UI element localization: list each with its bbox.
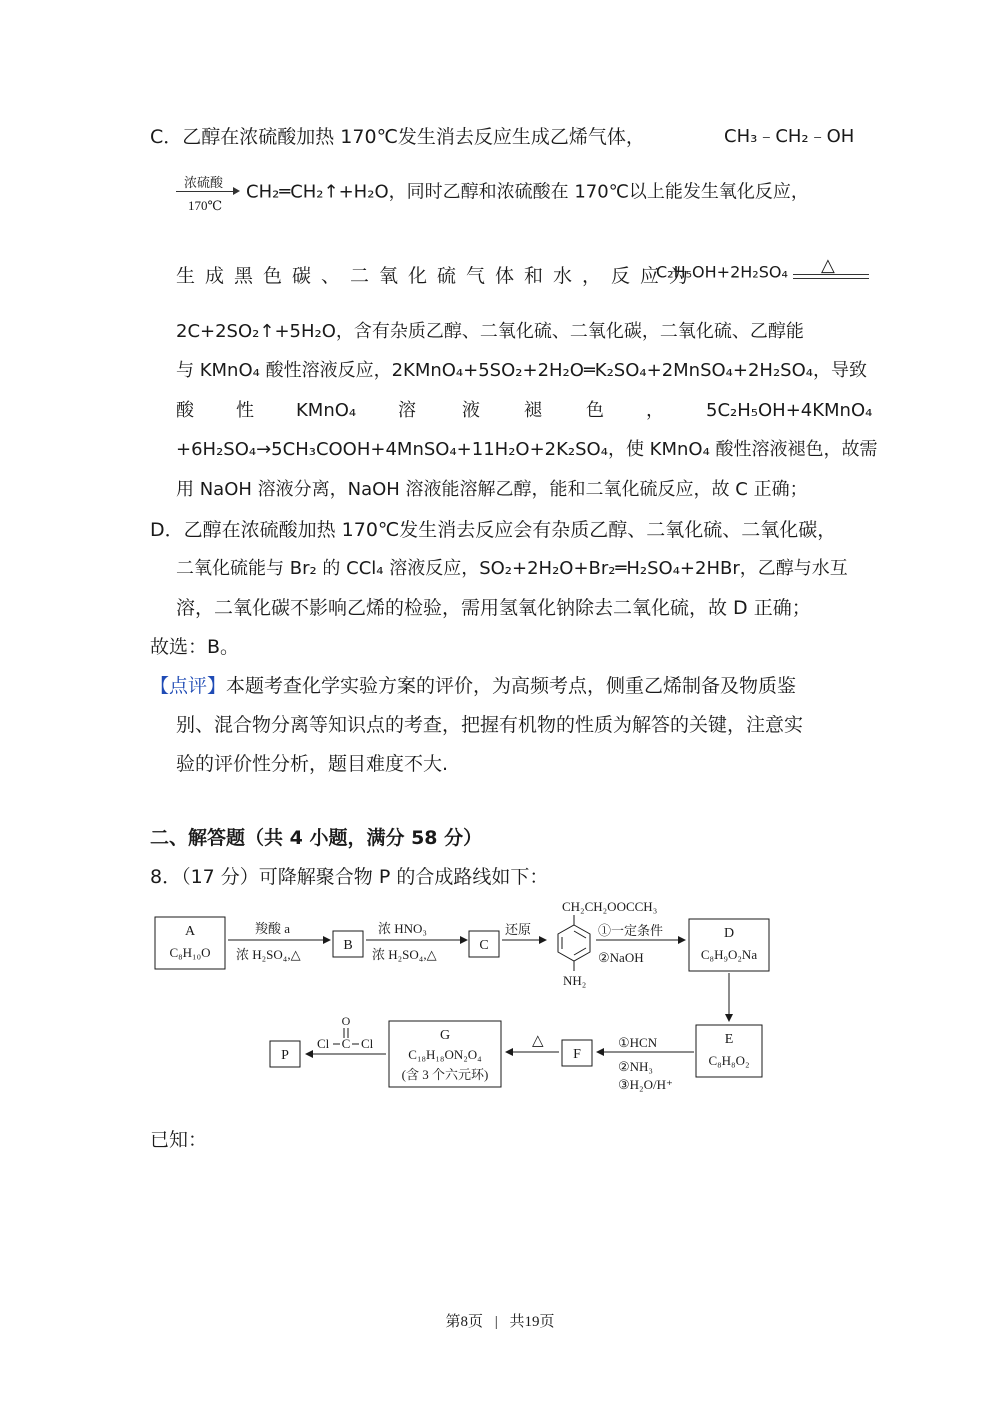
comment-line-3: 验的评价性分析，题目难度不大. xyxy=(176,753,449,775)
synthesis-route-diagram xyxy=(0,895,1000,1095)
box-a-label: A xyxy=(184,924,196,939)
option-c-line-2 xyxy=(176,172,809,216)
phosgene-c: C xyxy=(341,1036,351,1051)
option-c-line-3-eq: C₂H₅OH+2H₂SO₄ △ xyxy=(656,258,869,288)
arrow2-bottom: 浓 H₂SO₄,△ xyxy=(372,947,437,962)
option-c-text: C．乙醇在浓硫酸加热 170℃发生消去反应生成乙烯气体， xyxy=(150,126,645,148)
arrow-condition-top: 浓硫酸 xyxy=(184,176,224,191)
option-c-line-1 xyxy=(150,125,645,149)
comment-line-1: 【点评】本题考查化学实验方案的评价，为高频考点，侧重乙烯制备及物质鉴 xyxy=(150,675,797,697)
comment-tag: 【点评】 xyxy=(150,675,227,697)
comment-line-2: 别、混合物分离等知识点的考查，把握有机物的性质为解答的关键，注意实 xyxy=(176,714,804,736)
option-d-line-2: 二氧化硫能与 Br₂ 的 CCl₄ 溶液反应，SO₂+2H₂O+Br₂═H₂SO₄+2HBr，乙醇与水互 xyxy=(176,558,848,579)
heat-equals-sign xyxy=(793,255,869,288)
ethanol-formula: CH₃﹣CH₂﹣OH xyxy=(724,126,855,147)
box-e-label: E xyxy=(724,1032,734,1047)
box-f-label: F xyxy=(573,1047,581,1062)
option-d-line-3: 溶，二氧化碳不影响乙烯的检验，需用氢氧化钠除去二氧化硫，故 D 正确； xyxy=(176,597,811,619)
footer-total: 共19页 xyxy=(509,1314,555,1330)
arrow1-top: 羧酸 a xyxy=(255,921,291,936)
box-a-formula: C₈H₁₀O xyxy=(169,945,211,960)
option-c-line-4: 2C+2SO₂↑+5H₂O，含有杂质乙醇、二氧化硫、二氧化碳，二氧化硫、乙醇能 xyxy=(176,321,804,342)
arrow4-bottom: ②NaOH xyxy=(598,950,644,965)
answer-line: 故选：B。 xyxy=(150,636,240,658)
option-c-line-7: +6H₂SO₄→5CH₃COOH+4MnSO₄+11H₂O+2K₂SO₄，使 KMnO₄ 酸性溶液褪色，故需 xyxy=(176,439,878,460)
box-g-label: G xyxy=(439,1028,451,1043)
page-footer xyxy=(0,1310,1000,1331)
box-d-label: D xyxy=(723,926,735,941)
arrow-condition-bottom: 170℃ xyxy=(188,198,223,213)
box-g-formula: C₁₈H₁₈ON₂O₄ xyxy=(408,1047,482,1062)
section-heading: 二、解答题（共 4 小题，满分 58 分） xyxy=(150,827,483,849)
option-c-line-3: 生成黑色碳、二氧化硫气体和水，反应为 xyxy=(176,265,699,287)
substituent-top: CH₂CH₂OOCCH₃ xyxy=(562,899,658,914)
arrow4-top: ①一定条件 xyxy=(598,923,664,938)
box-p-label: P xyxy=(281,1048,289,1063)
option-c-text-2: CH₂═CH₂↑+H₂O，同时乙醇和浓硫酸在 170℃以上能发生氧化反应， xyxy=(246,181,809,203)
benzene-ring-structure xyxy=(558,915,590,971)
arrow7-heat: △ xyxy=(532,1033,544,1049)
arrow6-step2: ②NH₃ xyxy=(618,1059,653,1074)
footer-page: 第8页 xyxy=(445,1314,483,1330)
arrow6-step3: ③H₂O/H⁺ xyxy=(618,1077,673,1092)
arrow3-top: 还原 xyxy=(505,922,532,937)
question-8: 8．（17 分）可降解聚合物 P 的合成路线如下： xyxy=(150,866,549,888)
known-label: 已知： xyxy=(150,1129,208,1151)
phosgene-cl1: Cl xyxy=(317,1036,330,1051)
arrow-head-icon xyxy=(233,187,240,195)
box-c-label: C xyxy=(479,938,489,953)
box-g-note: (含 3 个六元环) xyxy=(401,1067,489,1082)
substituent-bottom: NH₂ xyxy=(563,973,587,988)
arrow1-bottom: 浓 H₂SO₄,△ xyxy=(236,947,301,962)
box-b-label: B xyxy=(343,938,353,953)
phosgene-cl2: Cl xyxy=(361,1036,374,1051)
box-d-formula: C₈H₉O₂Na xyxy=(700,947,758,962)
option-c-line-8: 用 NaOH 溶液分离，NaOH 溶液能溶解乙醇，能和二氧化硫反应，故 C 正确； xyxy=(176,479,808,500)
phosgene-o: O xyxy=(341,1014,351,1028)
option-d-line-1: D．乙醇在浓硫酸加热 170℃发生消去反应会有杂质乙醇、二氧化硫、二氧化碳， xyxy=(150,519,837,541)
footer-separator: | xyxy=(494,1314,498,1330)
heat-triangle-icon: △ xyxy=(820,255,835,276)
option-c-line-5: 与 KMnO₄ 酸性溶液反应，2KMnO₄+5SO₂+2H₂O═K₂SO₄+2MnSO₄+2H₂SO₄，导致 xyxy=(176,360,867,381)
reaction-arrow xyxy=(176,172,240,212)
arrow6-step1: ①HCN xyxy=(618,1035,658,1050)
box-e-formula: C₈H₈O₂ xyxy=(708,1053,750,1068)
arrow2-top: 浓 HNO₃ xyxy=(378,921,427,936)
